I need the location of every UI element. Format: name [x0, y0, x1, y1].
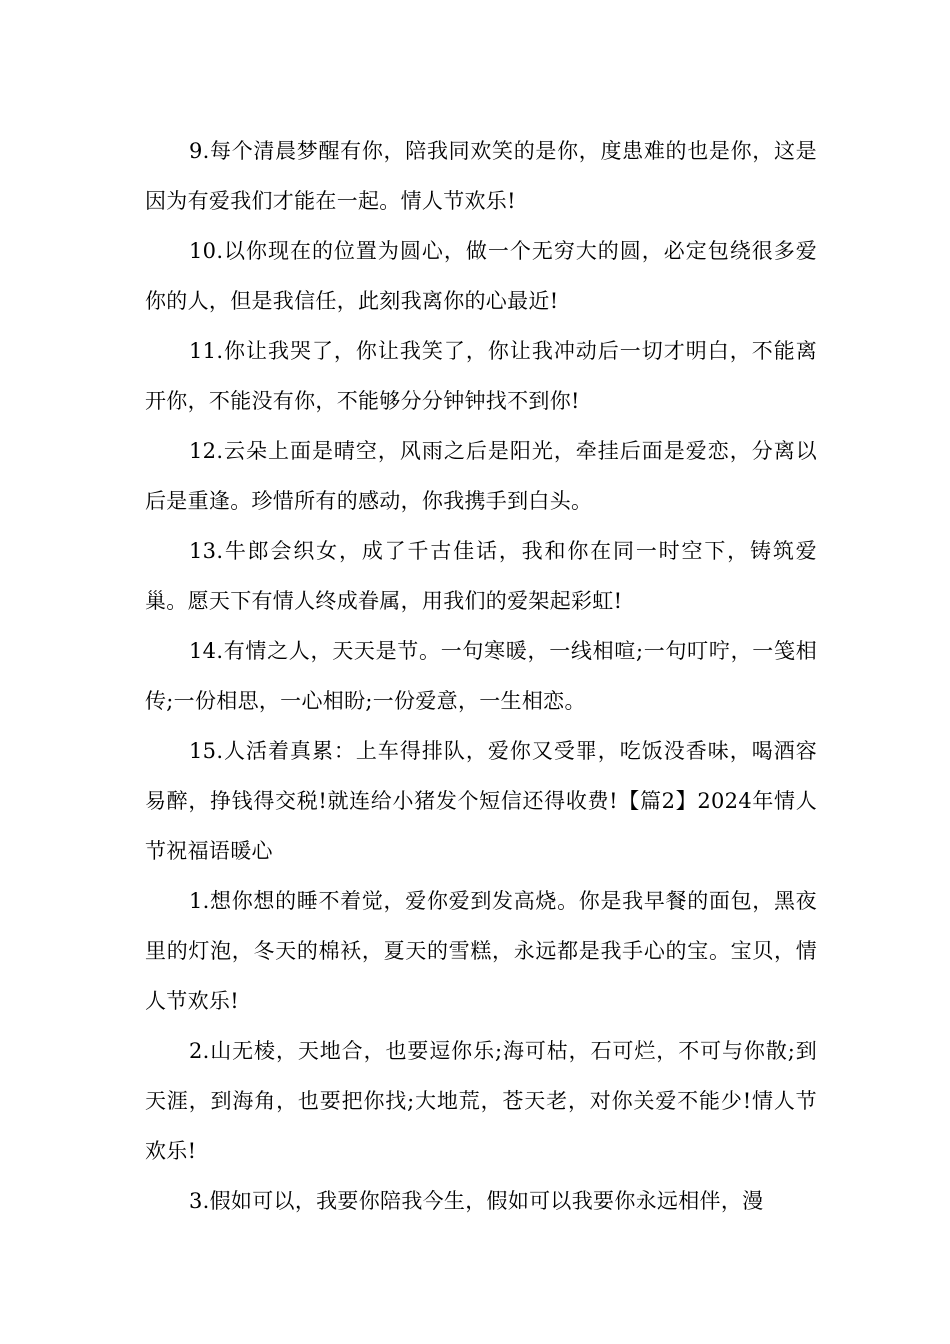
- paragraph-section2-2: 2.山无棱，天地合，也要逗你乐;海可枯，石可烂，不可与你散;到天涯，到海角，也要把你找;大地荒，苍天老，对你关爱不能少!情人节欢乐!: [145, 1039, 817, 1163]
- paragraph-section2-3: 3.假如可以，我要你陪我今生，假如可以我要你永远相伴，漫: [189, 1189, 764, 1213]
- paragraph-section2-1: 1.想你想的睡不着觉，爱你爱到发高烧。你是我早餐的面包，黑夜里的灯泡，冬天的棉袄，夏天的雪糕，永远都是我手心的宝。宝贝，情人节欢乐!: [145, 889, 817, 1013]
- paragraph-14: 14.有情之人，天天是节。一句寒暖，一线相喧;一句叮咛，一笺相传;一份相思，一心相盼;一份爱意，一生相恋。: [145, 639, 817, 713]
- paragraph-9: 9.每个清晨梦醒有你，陪我同欢笑的是你，度患难的也是你，这是因为有爱我们才能在一起。情人节欢乐!: [145, 139, 817, 213]
- paragraph-12: 12.云朵上面是晴空，风雨之后是阳光，牵挂后面是爱恋，分离以后是重逢。珍惜所有的感动，你我携手到白头。: [145, 439, 817, 513]
- paragraph-11: 11.你让我哭了，你让我笑了，你让我冲动后一切才明白，不能离开你，不能没有你，不能够分分钟钟找不到你!: [145, 339, 817, 413]
- document-body: [145, 126, 817, 1226]
- paragraph-13: 13.牛郎会织女，成了千古佳话，我和你在同一时空下，铸筑爱巢。愿天下有情人终成眷属，用我们的爱架起彩虹!: [145, 539, 817, 613]
- paragraph-15: 15.人活着真累：上车得排队，爱你又受罪，吃饭没香味，喝酒容易醉，挣钱得交税!就连给小猪发个短信还得收费!【篇2】2024年情人节祝福语暖心: [145, 739, 817, 863]
- paragraph-10: 10.以你现在的位置为圆心，做一个无穷大的圆，必定包绕很多爱你的人，但是我信任，此刻我离你的心最近!: [145, 239, 817, 313]
